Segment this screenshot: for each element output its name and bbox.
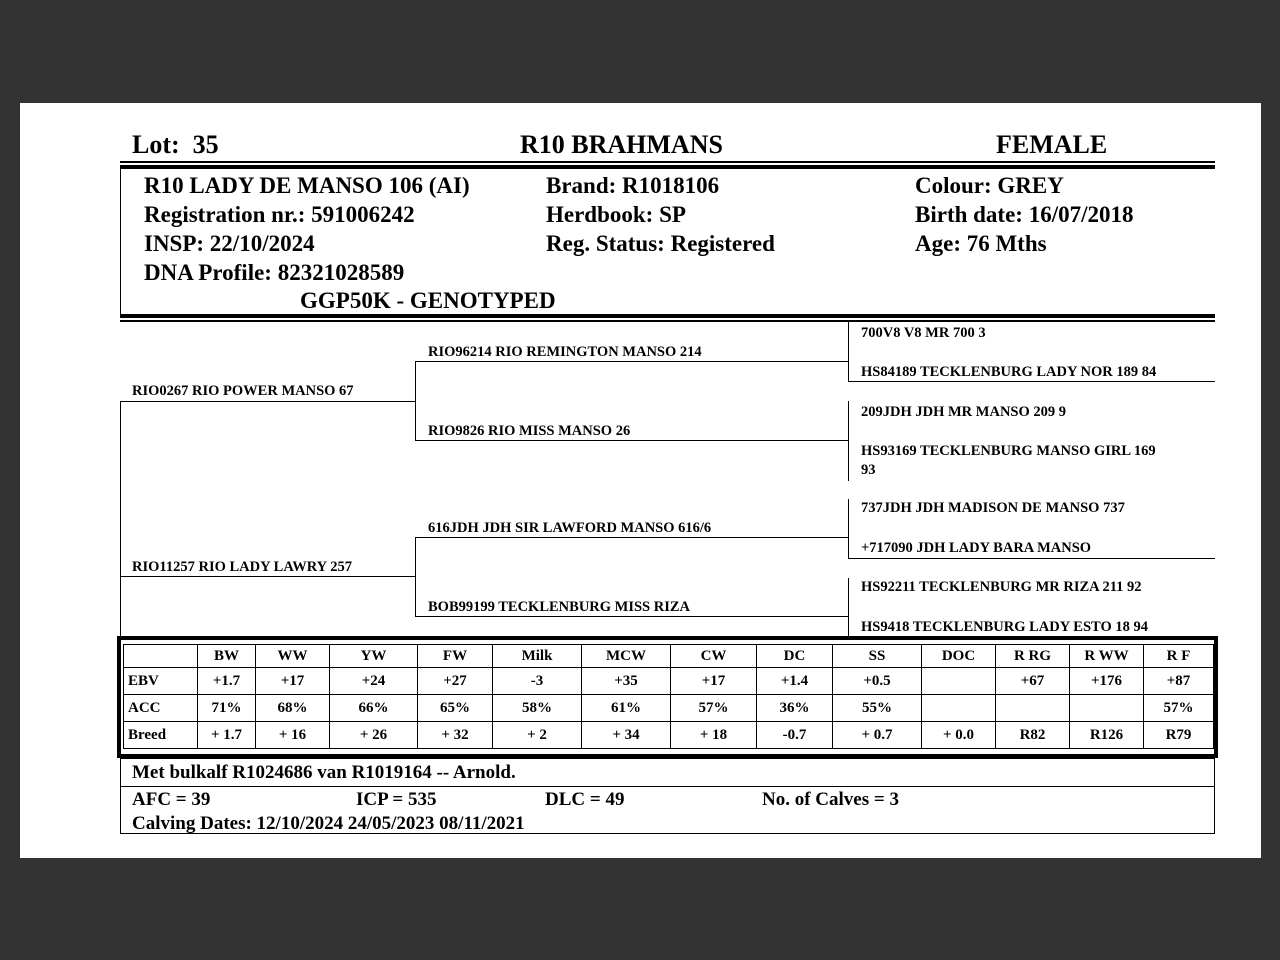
remark: Met bulkalf R1024686 van R1019164 -- Arnold. <box>132 762 516 783</box>
dna-profile: DNA Profile: 82321028589 <box>144 260 405 285</box>
acc-cell: 61% <box>582 695 671 722</box>
ebv-header: WW <box>256 645 330 668</box>
acc-cell: 58% <box>493 695 582 722</box>
colour: Colour: GREY <box>915 173 1064 198</box>
ebv-cell: +35 <box>582 668 671 695</box>
ebv-header-row <box>124 645 1214 668</box>
ebv-header: FW <box>418 645 493 668</box>
acc-cell: 71% <box>198 695 256 722</box>
birth-date: Birth date: 16/07/2018 <box>915 202 1134 227</box>
breed-cell: + 34 <box>582 722 671 749</box>
info-border-left <box>120 169 121 314</box>
dam: RIO11257 RIO LADY LAWRY 257 <box>132 559 352 575</box>
ggp-2: HS84189 TECKLENBURG LADY NOR 189 84 <box>861 364 1157 380</box>
registration-number: Registration nr.: 591006242 <box>144 202 415 227</box>
acc-cell: 65% <box>418 695 493 722</box>
ebv-cell: +67 <box>996 668 1070 695</box>
row-label: Breed <box>124 722 198 749</box>
breed-cell: R82 <box>996 722 1070 749</box>
ebv-header: SS <box>833 645 922 668</box>
ggp-8: HS9418 TECKLENBURG LADY ESTO 18 94 <box>861 619 1148 635</box>
insp-date: INSP: 22/10/2024 <box>144 231 315 256</box>
icp: ICP = 535 <box>356 789 437 810</box>
breed-cell: + 1.7 <box>198 722 256 749</box>
ebv-cell: +87 <box>1144 668 1214 695</box>
ebv-table <box>123 644 1214 749</box>
breed-cell: + 16 <box>256 722 330 749</box>
reg-status: Reg. Status: Registered <box>546 231 775 256</box>
sire-sire: RIO96214 RIO REMINGTON MANSO 214 <box>428 344 702 360</box>
ggp-7: HS92211 TECKLENBURG MR RIZA 211 92 <box>861 579 1142 595</box>
dam-dam: BOB99199 TECKLENBURG MISS RIZA <box>428 599 690 615</box>
ggp-1: 700V8 V8 MR 700 3 <box>861 325 986 341</box>
breed-row <box>124 722 1214 749</box>
ebv-cell: +24 <box>330 668 418 695</box>
ggp-3: 209JDH JDH MR MANSO 209 9 <box>861 404 1067 420</box>
acc-cell: 57% <box>1144 695 1214 722</box>
row-label: EBV <box>124 668 198 695</box>
notes-box <box>120 758 1215 834</box>
ggp-6: +717090 JDH LADY BARA MANSO <box>861 540 1092 556</box>
ebv-header: BW <box>198 645 256 668</box>
acc-cell <box>996 695 1070 722</box>
acc-cell: 57% <box>671 695 757 722</box>
ebv-cell: +0.5 <box>833 668 922 695</box>
breed-cell: + 2 <box>493 722 582 749</box>
breed-cell: -0.7 <box>757 722 833 749</box>
ebv-header: R F <box>1144 645 1214 668</box>
breed-cell: R126 <box>1070 722 1144 749</box>
acc-cell: 68% <box>256 695 330 722</box>
acc-row <box>124 695 1214 722</box>
acc-cell <box>1070 695 1144 722</box>
acc-cell: 66% <box>330 695 418 722</box>
ebv-row <box>124 668 1214 695</box>
ebv-header: R WW <box>1070 645 1144 668</box>
ebv-cell <box>922 668 996 695</box>
sire: RIO0267 RIO POWER MANSO 67 <box>132 383 354 399</box>
notes-divider <box>121 786 1214 787</box>
ebv-header: R RG <box>996 645 1070 668</box>
ebv-header: DOC <box>922 645 996 668</box>
ebv-cell: +1.7 <box>198 668 256 695</box>
animal-name: R10 LADY DE MANSO 106 (AI) <box>144 173 470 198</box>
breed-cell: + 32 <box>418 722 493 749</box>
breeder-name: R10 BRAHMANS <box>520 130 723 159</box>
ggp-4-cont: 93 <box>861 462 876 478</box>
ebv-header: DC <box>757 645 833 668</box>
ebv-header: YW <box>330 645 418 668</box>
acc-cell: 36% <box>757 695 833 722</box>
ebv-header: Milk <box>493 645 582 668</box>
ggp-4: HS93169 TECKLENBURG MANSO GIRL 169 <box>861 443 1156 459</box>
ebv-header <box>124 645 198 668</box>
pedigree-rule-bottom <box>120 320 1215 322</box>
acc-cell: 55% <box>833 695 922 722</box>
ebv-cell: -3 <box>493 668 582 695</box>
ebv-cell: +17 <box>256 668 330 695</box>
lot-number: 35 <box>192 130 219 159</box>
lot-sheet <box>20 103 1261 858</box>
genotype-status: GGP50K - GENOTYPED <box>300 288 556 313</box>
calving-dates: Calving Dates: 12/10/2024 24/05/2023 08/11/2021 <box>132 813 525 834</box>
afc: AFC = 39 <box>132 789 211 810</box>
herdbook: Herdbook: SP <box>546 202 686 227</box>
dlc: DLC = 49 <box>545 789 625 810</box>
ebv-cell: +176 <box>1070 668 1144 695</box>
breed-cell: + 26 <box>330 722 418 749</box>
row-label: ACC <box>124 695 198 722</box>
pedigree-rule-top <box>120 314 1215 318</box>
sex-label: FEMALE <box>996 130 1108 159</box>
no-of-calves: No. of Calves = 3 <box>762 789 899 810</box>
ebv-header: CW <box>671 645 757 668</box>
ebv-header: MCW <box>582 645 671 668</box>
breed-cell: + 18 <box>671 722 757 749</box>
breed-cell: + 0.0 <box>922 722 996 749</box>
lot-label: Lot: 35 <box>132 130 219 159</box>
dam-sire: 616JDH JDH SIR LAWFORD MANSO 616/6 <box>428 520 712 536</box>
age: Age: 76 Mths <box>915 231 1047 256</box>
ebv-cell: +27 <box>418 668 493 695</box>
ebv-cell: +1.4 <box>757 668 833 695</box>
acc-cell <box>922 695 996 722</box>
ggp-5: 737JDH JDH MADISON DE MANSO 737 <box>861 500 1125 516</box>
breed-cell: R79 <box>1144 722 1214 749</box>
breed-cell: + 0.7 <box>833 722 922 749</box>
sire-dam: RIO9826 RIO MISS MANSO 26 <box>428 423 631 439</box>
header-rule-top <box>120 161 1215 163</box>
header-rule-bottom <box>120 165 1215 169</box>
brand: Brand: R1018106 <box>546 173 720 198</box>
ebv-cell: +17 <box>671 668 757 695</box>
